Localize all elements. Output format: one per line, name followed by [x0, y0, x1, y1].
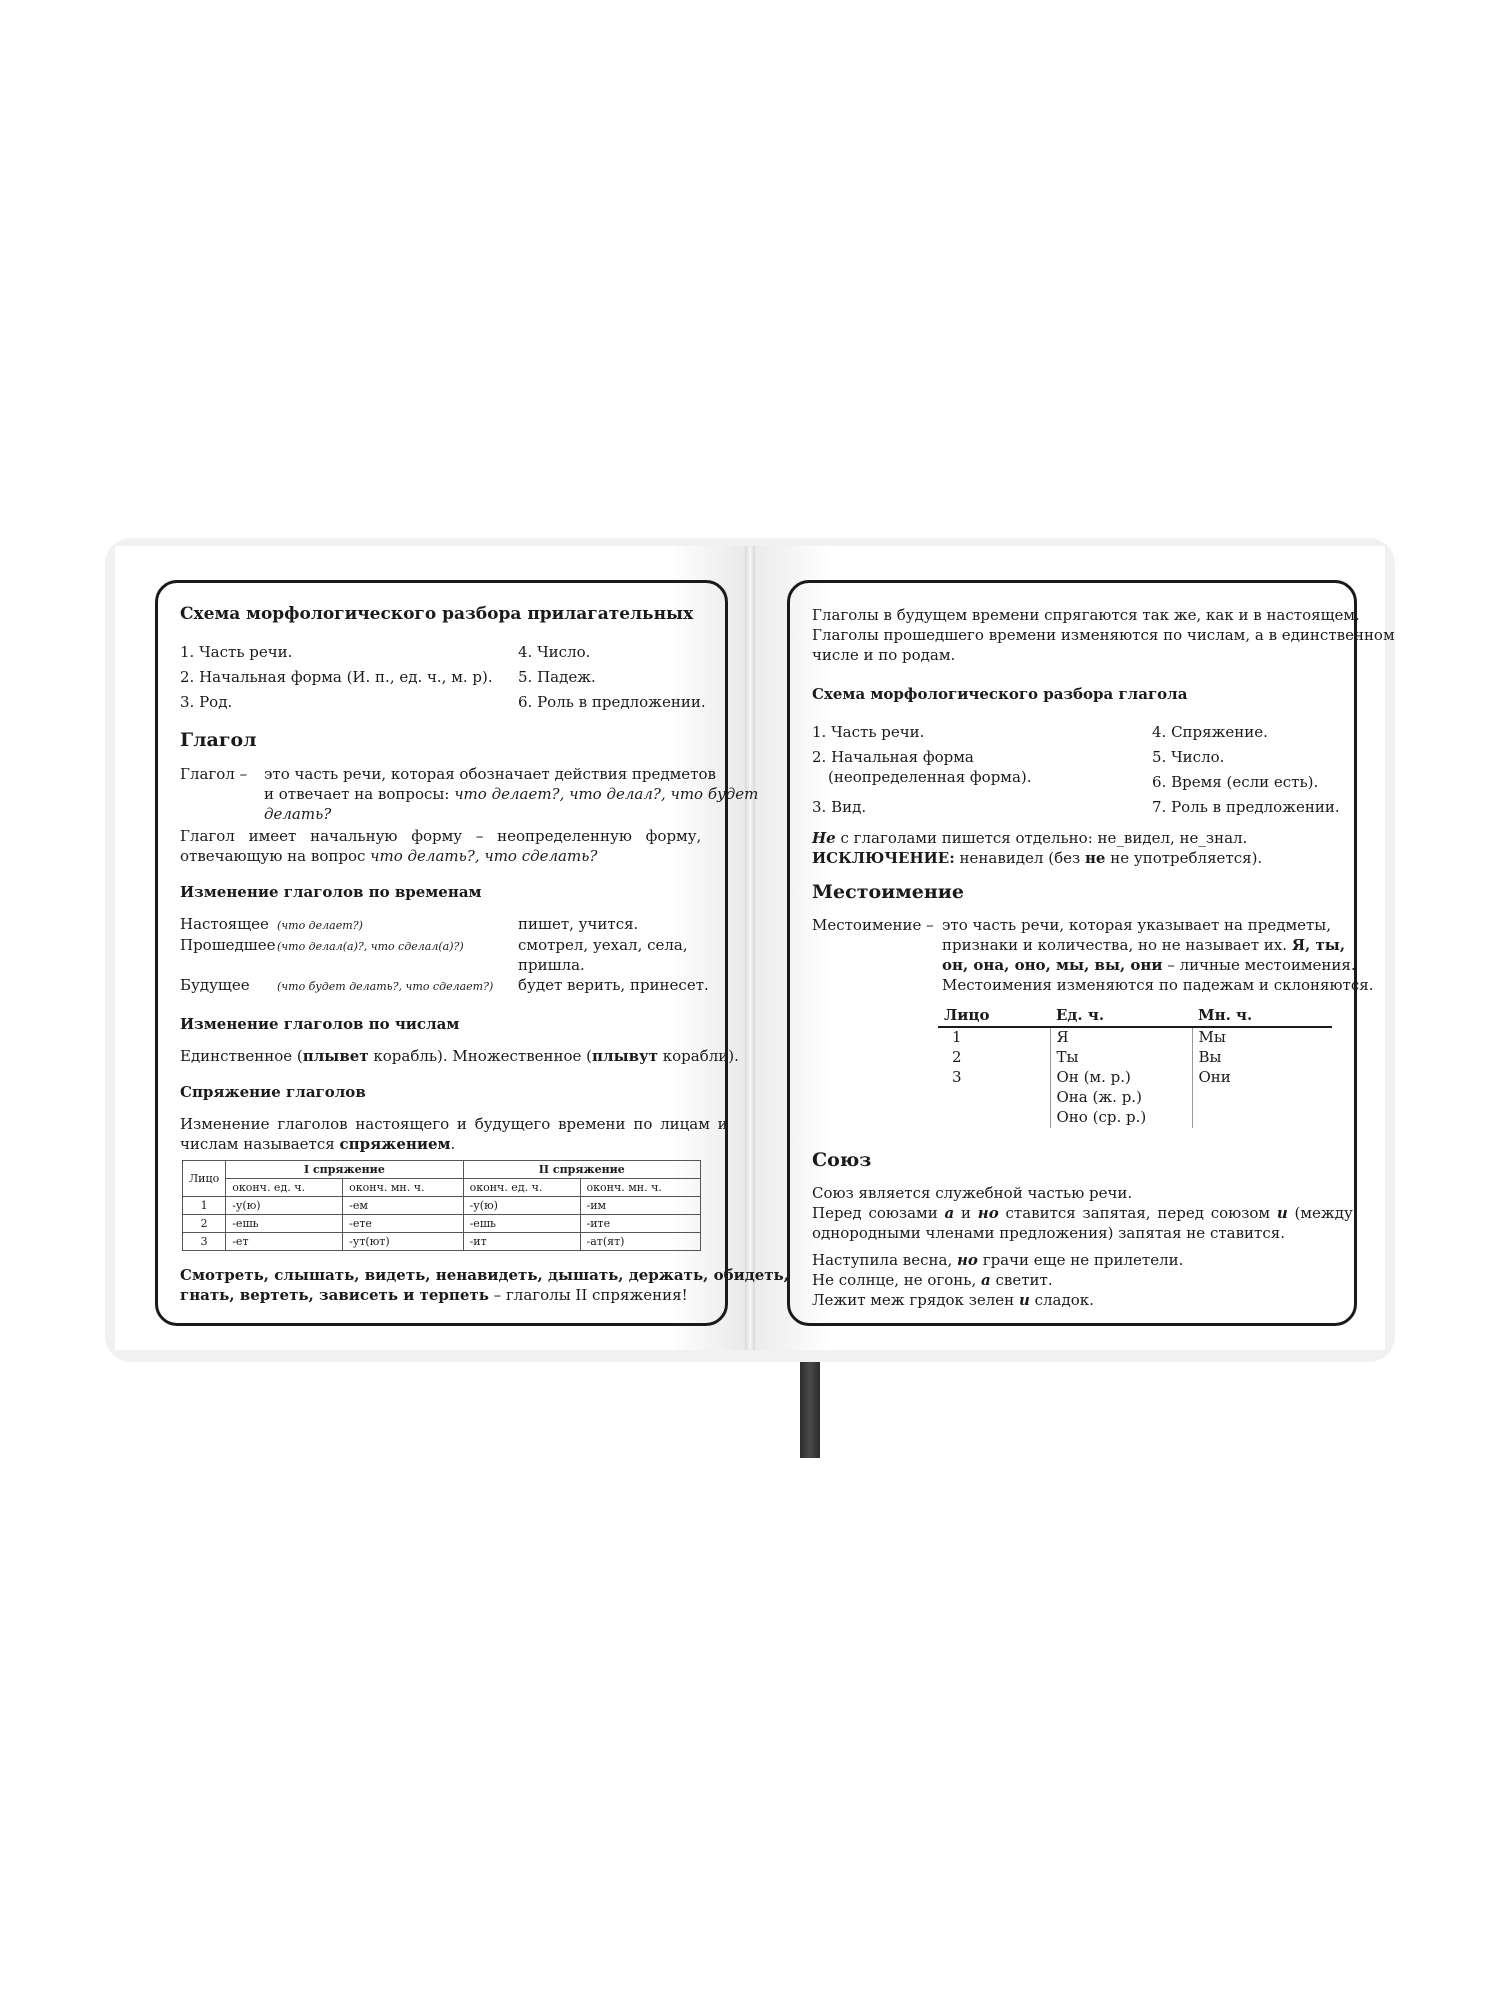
verb-term: Глагол –	[180, 765, 248, 783]
adj-scheme-title: Схема морфологического разбора прилагательных	[180, 604, 694, 624]
pron-cell	[1192, 1088, 1332, 1108]
verb-def-line-3: делать?	[264, 805, 332, 823]
intro-line-3: числе и по родам.	[812, 646, 956, 664]
conj-sub-3: оконч. ед. ч.	[463, 1179, 580, 1197]
union-line-3: однородными членами предложения) запятая не ставится.	[812, 1224, 1285, 1242]
pronoun-def-line-1: это часть речи, которая указывает на предметы,	[942, 916, 1331, 934]
pron-cell: Мы	[1192, 1027, 1332, 1048]
tense-present-name: Настоящее	[180, 915, 269, 933]
tense-future-question: (что будет делать?, что сделает?)	[277, 980, 494, 993]
adj-item-3: 3. Род.	[180, 693, 233, 711]
conj-group-2: II спряжение	[463, 1161, 700, 1179]
pron-cell: Я	[1050, 1027, 1192, 1048]
table-row	[938, 1048, 1332, 1068]
adj-item-6: 6. Роль в предложении.	[518, 693, 706, 711]
page-gutter	[745, 546, 755, 1350]
conj-sub-2: оконч. мн. ч.	[343, 1179, 463, 1197]
adj-item-4: 4. Число.	[518, 643, 591, 661]
union-line-2: Перед союзами а и но ставится запятая, перед союзом и (между	[812, 1204, 1353, 1222]
pron-cell	[938, 1108, 1050, 1128]
conj-cell: -ем	[343, 1197, 463, 1215]
vs-item-5: 5. Число.	[1152, 748, 1225, 766]
verb-infinitive-line-1: Глагол имеет начальную форму – неопределенную форму,	[180, 827, 702, 845]
tense-present-question: (что делает?)	[277, 919, 363, 932]
conjugation-text-line-1: Изменение глаголов настоящего и будущего времени по лицам и	[180, 1115, 728, 1133]
verb-def-line-1: это часть речи, которая обозначает действия предметов	[264, 765, 716, 783]
ne-rule: Не с глаголами пишется отдельно: не_видел, не_знал.	[812, 829, 1248, 847]
exceptions-line-2: гнать, вертеть, зависеть и терпеть – глаголы II спряжения!	[180, 1286, 688, 1304]
pron-cell: Оно (ср. р.)	[1050, 1108, 1192, 1128]
conj-cell: -ешь	[463, 1215, 580, 1233]
table-row	[938, 1027, 1332, 1048]
conjugation-heading: Спряжение глаголов	[180, 1083, 366, 1101]
vs-item-6: 6. Время (если есть).	[1152, 773, 1319, 791]
conj-cell: -ешь	[226, 1215, 343, 1233]
tense-past-name: Прошедшее	[180, 936, 276, 954]
adj-item-2: 2. Начальная форма (И. п., ед. ч., м. р).	[180, 668, 493, 686]
pronoun-heading: Местоимение	[812, 881, 964, 903]
conjugation-table	[182, 1160, 701, 1251]
pron-cell: 2	[952, 1048, 962, 1066]
union-heading: Союз	[812, 1149, 872, 1171]
conj-cell: -им	[580, 1197, 701, 1215]
verb-def-line-2: и отвечает на вопросы: что делает?, что делал?, что будет	[264, 785, 759, 803]
tense-past-example-cont: пришла.	[518, 956, 585, 974]
pron-cell: Вы	[1192, 1048, 1332, 1068]
number-text: Единственное (плывет корабль). Множественное (плывут корабли).	[180, 1047, 739, 1065]
conj-sub-1: оконч. ед. ч.	[226, 1179, 343, 1197]
union-line-1: Союз является служебной частью речи.	[812, 1184, 1133, 1202]
tense-future-example: будет верить, принесет.	[518, 976, 709, 994]
pron-cell: 1	[952, 1028, 962, 1046]
table-row	[938, 1068, 1332, 1088]
ribbon-bookmark[interactable]	[800, 1362, 820, 1458]
vs-item-3: 3. Вид.	[812, 798, 867, 816]
verb-scheme-heading: Схема морфологического разбора глагола	[812, 685, 1188, 703]
table-row	[938, 1108, 1332, 1128]
conjugation-text-line-2: числам называется спряжением.	[180, 1135, 456, 1153]
pronoun-term: Местоимение –	[812, 916, 934, 934]
tense-present-example: пишет, учится.	[518, 915, 639, 933]
intro-line-1: Глаголы в будущем времени спрягаются так же, как и в настоящем.	[812, 606, 1360, 624]
conj-cell: -у(ю)	[463, 1197, 580, 1215]
ne-exception: ИСКЛЮЧЕНИЕ: ненавидел (без не не употребляется).	[812, 849, 1263, 867]
tense-past-question: (что делал(а)?, что сделал(а)?)	[277, 940, 464, 953]
vs-item-7: 7. Роль в предложении.	[1152, 798, 1340, 816]
conj-group-1: I спряжение	[226, 1161, 463, 1179]
number-heading: Изменение глаголов по числам	[180, 1015, 460, 1033]
tense-heading: Изменение глаголов по временам	[180, 883, 482, 901]
pronoun-def-line-4: Местоимения изменяются по падежам и склоняются.	[942, 976, 1374, 994]
conj-cell: 3	[183, 1233, 226, 1251]
pron-cell	[938, 1088, 1050, 1108]
pron-cell: Ты	[1050, 1048, 1192, 1068]
tense-past-example: смотрел, уехал, села,	[518, 936, 688, 954]
vs-item-2-cont: (неопределенная форма).	[828, 768, 1032, 786]
pron-col-plural: Мн. ч.	[1192, 1006, 1332, 1027]
pron-cell: 3	[952, 1068, 962, 1086]
adj-item-1: 1. Часть речи.	[180, 643, 293, 661]
table-row	[183, 1215, 701, 1233]
verb-heading: Глагол	[180, 729, 257, 751]
conj-cell: -ит	[463, 1233, 580, 1251]
union-example-2: Не солнце, не огонь, а светит.	[812, 1271, 1053, 1289]
conj-cell: -ете	[343, 1215, 463, 1233]
pron-cell: Он (м. р.)	[1050, 1068, 1192, 1088]
conj-cell: -ите	[580, 1215, 701, 1233]
pronoun-table	[938, 1006, 1332, 1128]
union-example-1: Наступила весна, но грачи еще не прилетели.	[812, 1251, 1184, 1269]
intro-line-2: Глаголы прошедшего времени изменяются по числам, а в единственном	[812, 626, 1395, 644]
table-row	[183, 1197, 701, 1215]
adj-item-5: 5. Падеж.	[518, 668, 596, 686]
vs-item-2: 2. Начальная форма	[812, 748, 974, 766]
exceptions-line-1: Смотреть, слышать, видеть, ненавидеть, дышать, держать, обидеть,	[180, 1266, 789, 1284]
tense-future-name: Будущее	[180, 976, 250, 994]
table-row	[938, 1088, 1332, 1108]
conj-cell: 2	[183, 1215, 226, 1233]
conj-cell: 1	[183, 1197, 226, 1215]
pronoun-def-line-2: признаки и количества, но не называет их. Я, ты,	[942, 936, 1346, 954]
pron-cell: Они	[1192, 1068, 1332, 1088]
conj-cell: -у(ю)	[226, 1197, 343, 1215]
pronoun-def-line-3: он, она, оно, мы, вы, они – личные местоимения.	[942, 956, 1356, 974]
pron-col-face: Лицо	[938, 1006, 1050, 1027]
verb-infinitive-line-2: отвечающую на вопрос что делать?, что сделать?	[180, 847, 598, 865]
pron-cell	[1192, 1108, 1332, 1128]
conj-cell: -ат(ят)	[580, 1233, 701, 1251]
vs-item-4: 4. Спряжение.	[1152, 723, 1268, 741]
conj-cell: -ут(ют)	[343, 1233, 463, 1251]
vs-item-1: 1. Часть речи.	[812, 723, 925, 741]
pron-col-singular: Ед. ч.	[1050, 1006, 1192, 1027]
conj-col-face: Лицо	[183, 1161, 226, 1197]
table-row	[183, 1233, 701, 1251]
pron-cell: Она (ж. р.)	[1050, 1088, 1192, 1108]
conj-sub-4: оконч. мн. ч.	[580, 1179, 701, 1197]
union-example-3: Лежит меж грядок зелен и сладок.	[812, 1291, 1094, 1309]
conj-cell: -ет	[226, 1233, 343, 1251]
